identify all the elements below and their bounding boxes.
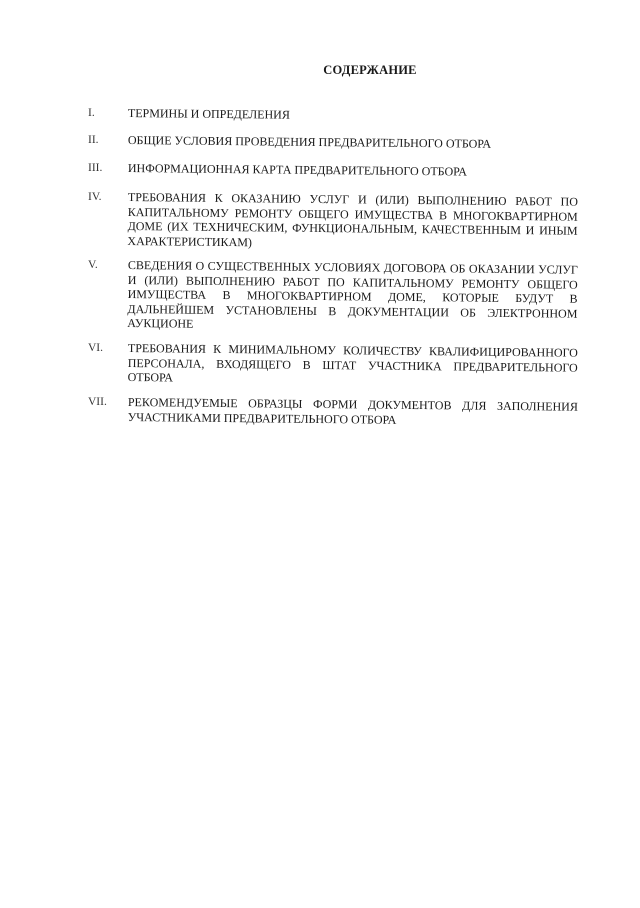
toc-item-number: V. xyxy=(88,259,98,272)
page-title: СОДЕРЖАНИЕ xyxy=(323,63,417,77)
toc-item-number: VII. xyxy=(88,395,107,408)
toc-item-text: ТРЕБОВАНИЯ К ОКАЗАНИЮ УСЛУГ И (ИЛИ) ВЫПОЛНЕНИЮ РАБОТ ПО КАПИТАЛЬНОМУ РЕМОНТУ ОБЩЕГО ИМУЩЕСТВА В МНОГОКВАРТИРНОМ ДОМЕ (ИХ ТЕХНИЧЕСКИМ, ФУНКЦИОНАЛЬНЫМ, КАЧЕСТВЕННЫМ И ИНЫМ ХАРАКТЕРИСТИКАМ) xyxy=(127,189,578,249)
toc-item-text: ИНФОРМАЦИОННАЯ КАРТА ПРЕДВАРИТЕЛЬНОГО ОТБОРА xyxy=(127,161,468,179)
toc-item-number: II. xyxy=(88,133,99,146)
toc-item-7 xyxy=(88,394,578,427)
toc-item-3 xyxy=(88,161,578,179)
toc-item-text: ТЕРМИНЫ И ОПРЕДЕЛЕНИЯ xyxy=(127,106,290,122)
toc-item-2 xyxy=(88,132,578,151)
toc-item-1 xyxy=(88,106,578,121)
toc-item-text: ТРЕБОВАНИЯ К МИНИМАЛЬНОМУ КОЛИЧЕСТВУ КВАЛИФИЦИРОВАННОГО ПЕРСОНАЛА, ВХОДЯЩЕГО В ШТАТ УЧАСТНИКА ПРЕДВАРИТЕЛЬНОГО ОТБОРА xyxy=(127,341,578,385)
toc-item-number: IV. xyxy=(88,190,102,203)
toc-item-number: III. xyxy=(88,162,103,175)
toc-item-5 xyxy=(88,258,578,331)
toc-item-6 xyxy=(88,341,578,385)
toc-item-text: ОБЩИЕ УСЛОВИЯ ПРОВЕДЕНИЯ ПРЕДВАРИТЕЛЬНОГО ОТБОРА xyxy=(127,132,492,151)
toc-item-number: VI. xyxy=(88,342,104,355)
toc-item-text: СВЕДЕНИЯ О СУЩЕСТВЕННЫХ УСЛОВИЯХ ДОГОВОРА ОБ ОКАЗАНИИ УСЛУГ И (ИЛИ) ВЫПОЛНЕНИЮ РАБОТ ПО КАПИТАЛЬНОМУ РЕМОНТУ ОБЩЕГО ИМУЩЕСТВА В МНОГОКВАРТИРНОМ ДОМЕ, КОТОРЫЕ БУДУТ В ДАЛЬНЕЙШЕМ УСТАНОВЛЕНЫ В ДОКУМЕНТАЦИИ ОБ ЭЛЕКТРОННОМ АУКЦИОНЕ xyxy=(127,258,578,332)
toc-item-number: I. xyxy=(88,107,95,119)
table-of-contents xyxy=(88,106,578,434)
toc-item-text: РЕКОМЕНДУЕМЫЕ ОБРАЗЦЫ ФОРМИ ДОКУМЕНТОВ ДЛЯ ЗАПОЛНЕНИЯ УЧАСТНИКАМИ ПРЕДВАРИТЕЛЬНОГО ОТБОРА xyxy=(127,394,578,427)
toc-item-4 xyxy=(88,190,578,248)
